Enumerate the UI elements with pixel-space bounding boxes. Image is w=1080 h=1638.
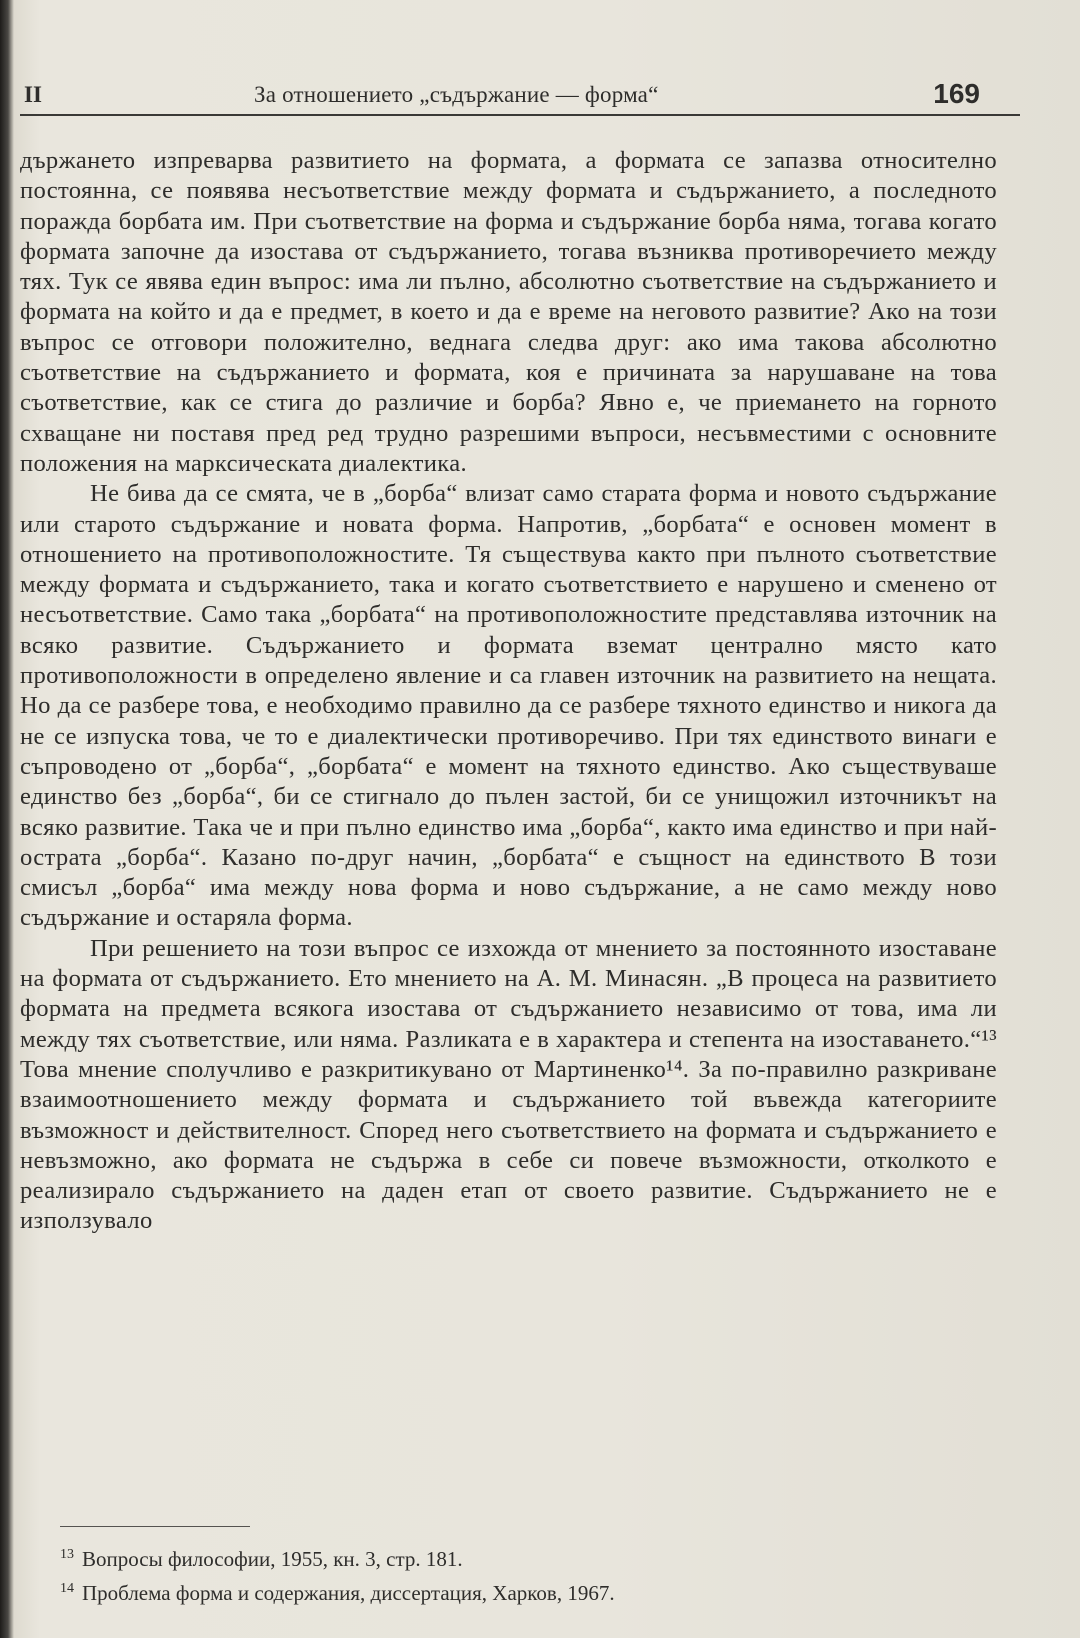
footnotes xyxy=(60,1540,960,1608)
footnote-number: 14 xyxy=(60,1581,74,1596)
running-title: За отношението „съдържание — форма“ xyxy=(254,82,659,107)
page-number: 169 xyxy=(933,78,980,109)
paragraph: държането изпреварва развитието на формата, а формата се запазва относително постоянна, се появява несъответствие между формата и съдържанието, а последното поражда борбата им. При съответствие на форма и съдържание борба няма, тогава когато формата започне да изостава от съдържанието, тогава възниква противоречието между тях. Тук се явява един въпрос: има ли пълно, абсолютно съответствие на съдържанието и формата на който и да е предмет, в което и да е време на неговото развитие? Ако на този въпрос се отговори положително, веднага следва друг: ако има такова абсолютно съответствие на съдържанието и формата, коя е причината за нарушаване на това съответствие, как се стига до различие и борба? Явно е, че приемането на горното схващане ни поставя пред ред трудно разрешими въпроси, несъвместими с основните положения на марксическата диалектика. xyxy=(20,147,997,477)
footnote xyxy=(60,1540,960,1574)
paragraph: При решението на този въпрос се изхожда от мнението за постоянното изоставане на формата от съдържанието. Ето мнението на А. М. Минасян. „В процеса на развитието формата на предмета всякога изостава от съдържанието независимо от това, има ли между тях съответствие, или няма. Разликата е в характера и степента на изоставането.“¹³ Това мнение сполучливо е разкритикувано от Мартиненко¹⁴. За по-правилно разкриване взаимоотношението между формата и съдържанието той въвежда категориите възможност и действителност. Според него съответствието на формата и съдържанието е невъзможно, ако формата не съдържа в себе си повече възможности, отколкото е реализирало съдържанието на даден етап от своето развитие. Съдържанието не е използувало xyxy=(20,934,997,1235)
footnote-text: Вопросы философии, 1955, кн. 3, стр. 181. xyxy=(82,1547,463,1571)
header-rule xyxy=(20,114,1020,116)
page-header xyxy=(24,78,1020,118)
body-text xyxy=(20,146,997,1237)
chapter-mark: II xyxy=(24,82,42,107)
footnote-number: 13 xyxy=(60,1547,74,1562)
footnote xyxy=(60,1574,960,1608)
paragraph: Не бива да се смята, че в „борба“ влизат само старата форма и новото съдържание или старото съдържание и новата форма. Напротив, „борбата“ е основен момент в отношението на противоположностите. Тя съществува както при пълното съответствие между формата и съдържанието, така и когато съответствието е нарушено и сменено от несъответствие. Само така „борбата“ на противоположностите представлява източник на всяко развитие. Съдържанието и формата вземат централно място като противоположности в определено явление и са главен източник на развитието на нещата. Но да се разбере това, е необходимо правилно да се разбере тяхното единство и никога да не се изпуска това, че то е диалектически противоречиво. При тях единството винаги е съпроводено от „борба“, „борбата“ е момент на тяхното единство. Ако съществуваше единство без „борба“, би се стигнало до пълен застой, би се унищожил източникът на всяко развитие. Така че и при пълно единство има „борба“, както има единство и при най-острата „борба“. Казано по-друг начин, „борбата“ е същност на единството В този смисъл „борба“ има между нова форма и ново съдържание, а не само между ново съдържание и остаряла форма. xyxy=(20,480,997,932)
book-spine-shadow xyxy=(0,0,14,1638)
footnote-rule xyxy=(60,1526,250,1527)
footnote-text: Проблема форма и содержания, диссертация, Харков, 1967. xyxy=(82,1581,615,1605)
